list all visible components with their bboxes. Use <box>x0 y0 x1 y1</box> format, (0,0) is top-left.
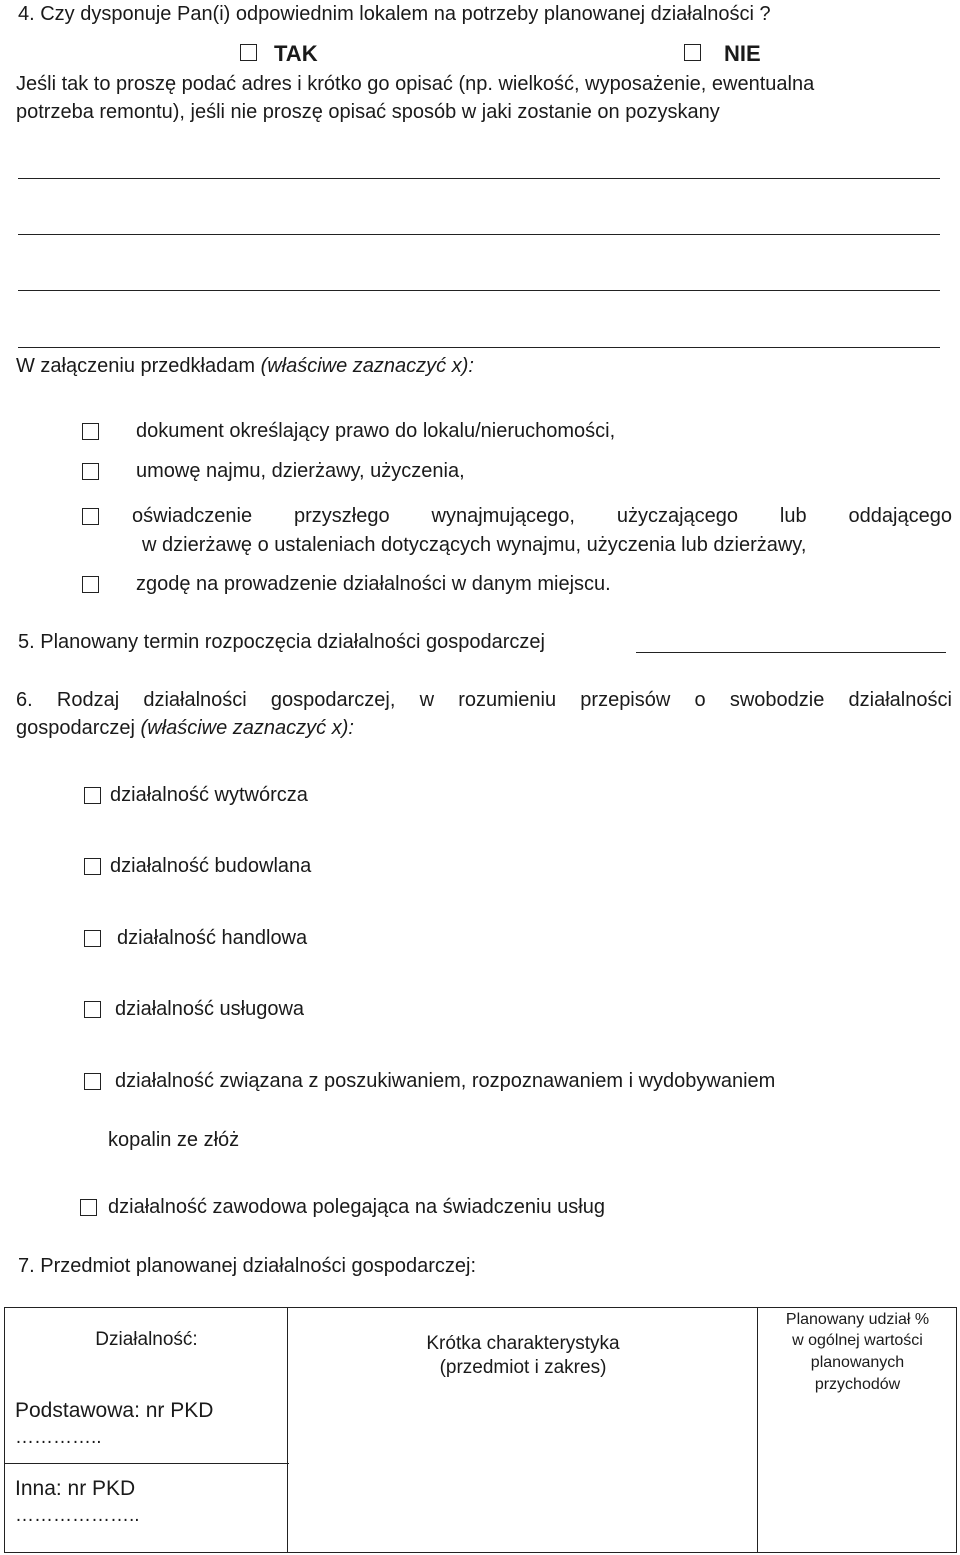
instruction-line-2: potrzeba remontu), jeśli nie proszę opisać sposób w jaki zostanie on pozyskany <box>16 101 720 123</box>
question-6-hint: (właściwe zaznaczyć x): <box>140 717 354 739</box>
attachment-4-checkbox[interactable] <box>82 576 99 593</box>
option-3-label: działalność handlowa <box>117 927 308 949</box>
share-header-line-4: przychodów <box>814 1376 901 1393</box>
activity-cell[interactable] <box>5 1308 288 1553</box>
other-pkd-dots: ……………….. <box>15 1505 140 1526</box>
description-cell[interactable] <box>288 1308 758 1553</box>
word: Rodzaj <box>56 689 120 711</box>
answer-line-3[interactable] <box>18 290 940 291</box>
word: wynajmującego, <box>431 505 575 527</box>
word: oświadczenie <box>132 505 253 527</box>
attachment-4-label: zgodę na prowadzenie działalności w danym miejscu. <box>136 573 611 595</box>
attachment-1-checkbox[interactable] <box>82 423 99 440</box>
option-1-checkbox[interactable] <box>84 787 101 804</box>
start-date-field[interactable] <box>636 652 946 653</box>
row-divider <box>4 1463 289 1464</box>
share-header-line-2: w ogólnej wartości <box>792 1332 923 1349</box>
question-6-line-2 <box>16 718 354 738</box>
attachments-intro <box>16 356 474 376</box>
share-header-line-3: planowanych <box>810 1354 905 1371</box>
activity-table <box>4 1307 957 1553</box>
question-6-text: gospodarczej <box>16 717 135 739</box>
no-checkbox[interactable] <box>684 44 701 61</box>
attachment-3-line-1 <box>132 506 952 526</box>
option-2-checkbox[interactable] <box>84 858 101 875</box>
option-4-checkbox[interactable] <box>84 1001 101 1018</box>
attachments-hint: (właściwe zaznaczyć x): <box>260 355 474 377</box>
option-4-label: działalność usługowa <box>115 998 305 1020</box>
attachment-1-label: dokument określający prawo do lokalu/nieruchomości, <box>136 420 616 442</box>
word: o <box>694 689 706 711</box>
instruction-line-1: Jeśli tak to proszę podać adres i krótko go opisać (np. wielkość, wyposażenie, ewentualna <box>16 73 815 95</box>
option-3-checkbox[interactable] <box>84 930 101 947</box>
option-2-label: działalność budowlana <box>110 855 312 877</box>
question-5: 5. Planowany termin rozpoczęcia działalności gospodarczej <box>18 631 545 653</box>
option-5-checkbox[interactable] <box>84 1073 101 1090</box>
attachment-2-label: umowę najmu, dzierżawy, użyczenia, <box>136 460 465 482</box>
word: rozumieniu <box>458 689 557 711</box>
primary-pkd-label: Podstawowa: nr PKD <box>15 1399 214 1422</box>
description-header-line-1: Krótka charakterystyka <box>426 1333 620 1354</box>
attachment-2-checkbox[interactable] <box>82 463 99 480</box>
yes-checkbox[interactable] <box>240 44 257 61</box>
primary-pkd-dots: ………….. <box>15 1427 102 1448</box>
option-6-checkbox[interactable] <box>80 1199 97 1216</box>
attachment-3-line-2: w dzierżawę o ustaleniach dotyczących wynajmu, użyczenia lub dzierżawy, <box>142 534 807 556</box>
word: 6. <box>16 689 33 711</box>
attachments-intro-text: W załączeniu przedkładam <box>16 355 255 377</box>
word: oddającego <box>848 505 952 527</box>
answer-line-2[interactable] <box>18 234 940 235</box>
activity-header: Działalność: <box>95 1329 198 1350</box>
option-6-label: działalność zawodowa polegająca na świadczeniu usług <box>108 1196 605 1218</box>
word: w <box>419 689 435 711</box>
word: działalności <box>143 689 247 711</box>
description-header-line-2: (przedmiot i zakres) <box>439 1357 607 1378</box>
question-4: 4. Czy dysponuje Pan(i) odpowiednim lokalem na potrzeby planowanej działalności ? <box>18 3 771 25</box>
share-header-line-1: Planowany udział % <box>785 1311 930 1328</box>
word: działalności <box>848 689 952 711</box>
revenue-share-cell[interactable] <box>758 1308 957 1553</box>
question-6-line-1 <box>16 690 952 710</box>
answer-line-4[interactable] <box>18 347 940 348</box>
option-1-label: działalność wytwórcza <box>110 784 308 806</box>
word: lub <box>779 505 807 527</box>
no-label: NIE <box>724 41 761 66</box>
answer-line-1[interactable] <box>18 178 940 179</box>
word: swobodzie <box>729 689 825 711</box>
question-7: 7. Przedmiot planowanej działalności gospodarczej: <box>18 1255 477 1277</box>
word: przepisów <box>580 689 671 711</box>
other-pkd-label: Inna: nr PKD <box>15 1477 136 1500</box>
word: gospodarczej, <box>270 689 396 711</box>
word: użyczającego <box>616 505 739 527</box>
option-5-label-line-1: działalność związana z poszukiwaniem, rozpoznawaniem i wydobywaniem <box>115 1070 776 1092</box>
word: przyszłego <box>293 505 390 527</box>
yes-label: TAK <box>274 41 318 66</box>
attachment-3-checkbox[interactable] <box>82 508 99 525</box>
option-5-label-line-2: kopalin ze złóż <box>108 1129 240 1151</box>
